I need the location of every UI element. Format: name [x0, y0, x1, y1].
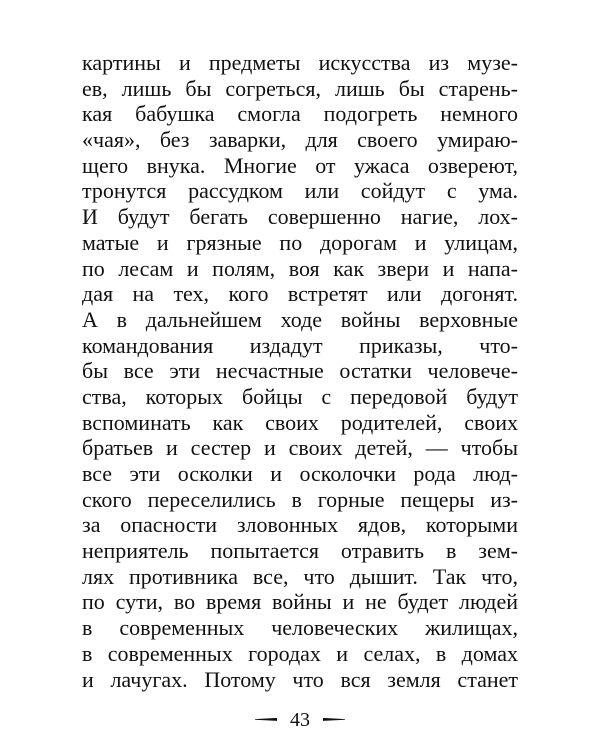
text-line: щего внука. Многие от ужаса озвереют, [82, 152, 518, 178]
text-line: тронутся рассудком или сойдут с ума. [82, 178, 518, 204]
text-line: лях противника все, что дышит. Так что, [82, 563, 518, 589]
text-line: И будут бегать совершенно нагие, лох- [82, 204, 518, 230]
page-footer [0, 708, 600, 732]
text-line: неприятель попытается отравить в зем- [82, 538, 518, 564]
text-line: все эти осколки и осколочки рода люд- [82, 461, 518, 486]
text-line: за опасности зловонных ядов, которыми [82, 512, 518, 538]
left-ornament-dash [255, 718, 277, 721]
body-text [82, 50, 518, 692]
text-line: картины и предметы искусства из музе- [82, 50, 518, 75]
text-line: в современных человеческих жилищах, [82, 615, 518, 641]
text-line: вспоминать как своих родителей, своих [82, 409, 518, 435]
right-ornament-dash [323, 718, 345, 721]
text-line: по лесам и полям, воя как звери и напа- [82, 255, 518, 281]
text-line: по сути, во время войны и не будет людей [82, 589, 518, 615]
text-line: братьев и сестер и своих детей, — чтобы [82, 435, 518, 461]
text-line: командования издадут приказы, что- [82, 332, 518, 358]
text-line: А в дальнейшем ходе войны верховные [82, 306, 518, 332]
page-number: 43 [290, 708, 310, 731]
text-line: бы все эти несчастные остатки человече- [82, 358, 518, 384]
text-line: в современных городах и селах, в домах [82, 640, 518, 666]
text-line: матые и грязные по дорогам и улицам, [82, 229, 518, 255]
text-line: дая на тех, кого встретят или догонят. [82, 281, 518, 307]
text-line: «чая», без заварки, для своего умираю- [82, 127, 518, 153]
text-line: кая бабушка смогла подогреть немного [82, 101, 518, 127]
text-line: ского переселились в горные пещеры из- [82, 486, 518, 512]
text-line: ства, которых бойцы с передовой будут [82, 383, 518, 409]
text-line: ев, лишь бы согреться, лишь бы старень- [82, 75, 518, 101]
text-line: и лачугах. Потому что вся земля станет [82, 666, 518, 692]
